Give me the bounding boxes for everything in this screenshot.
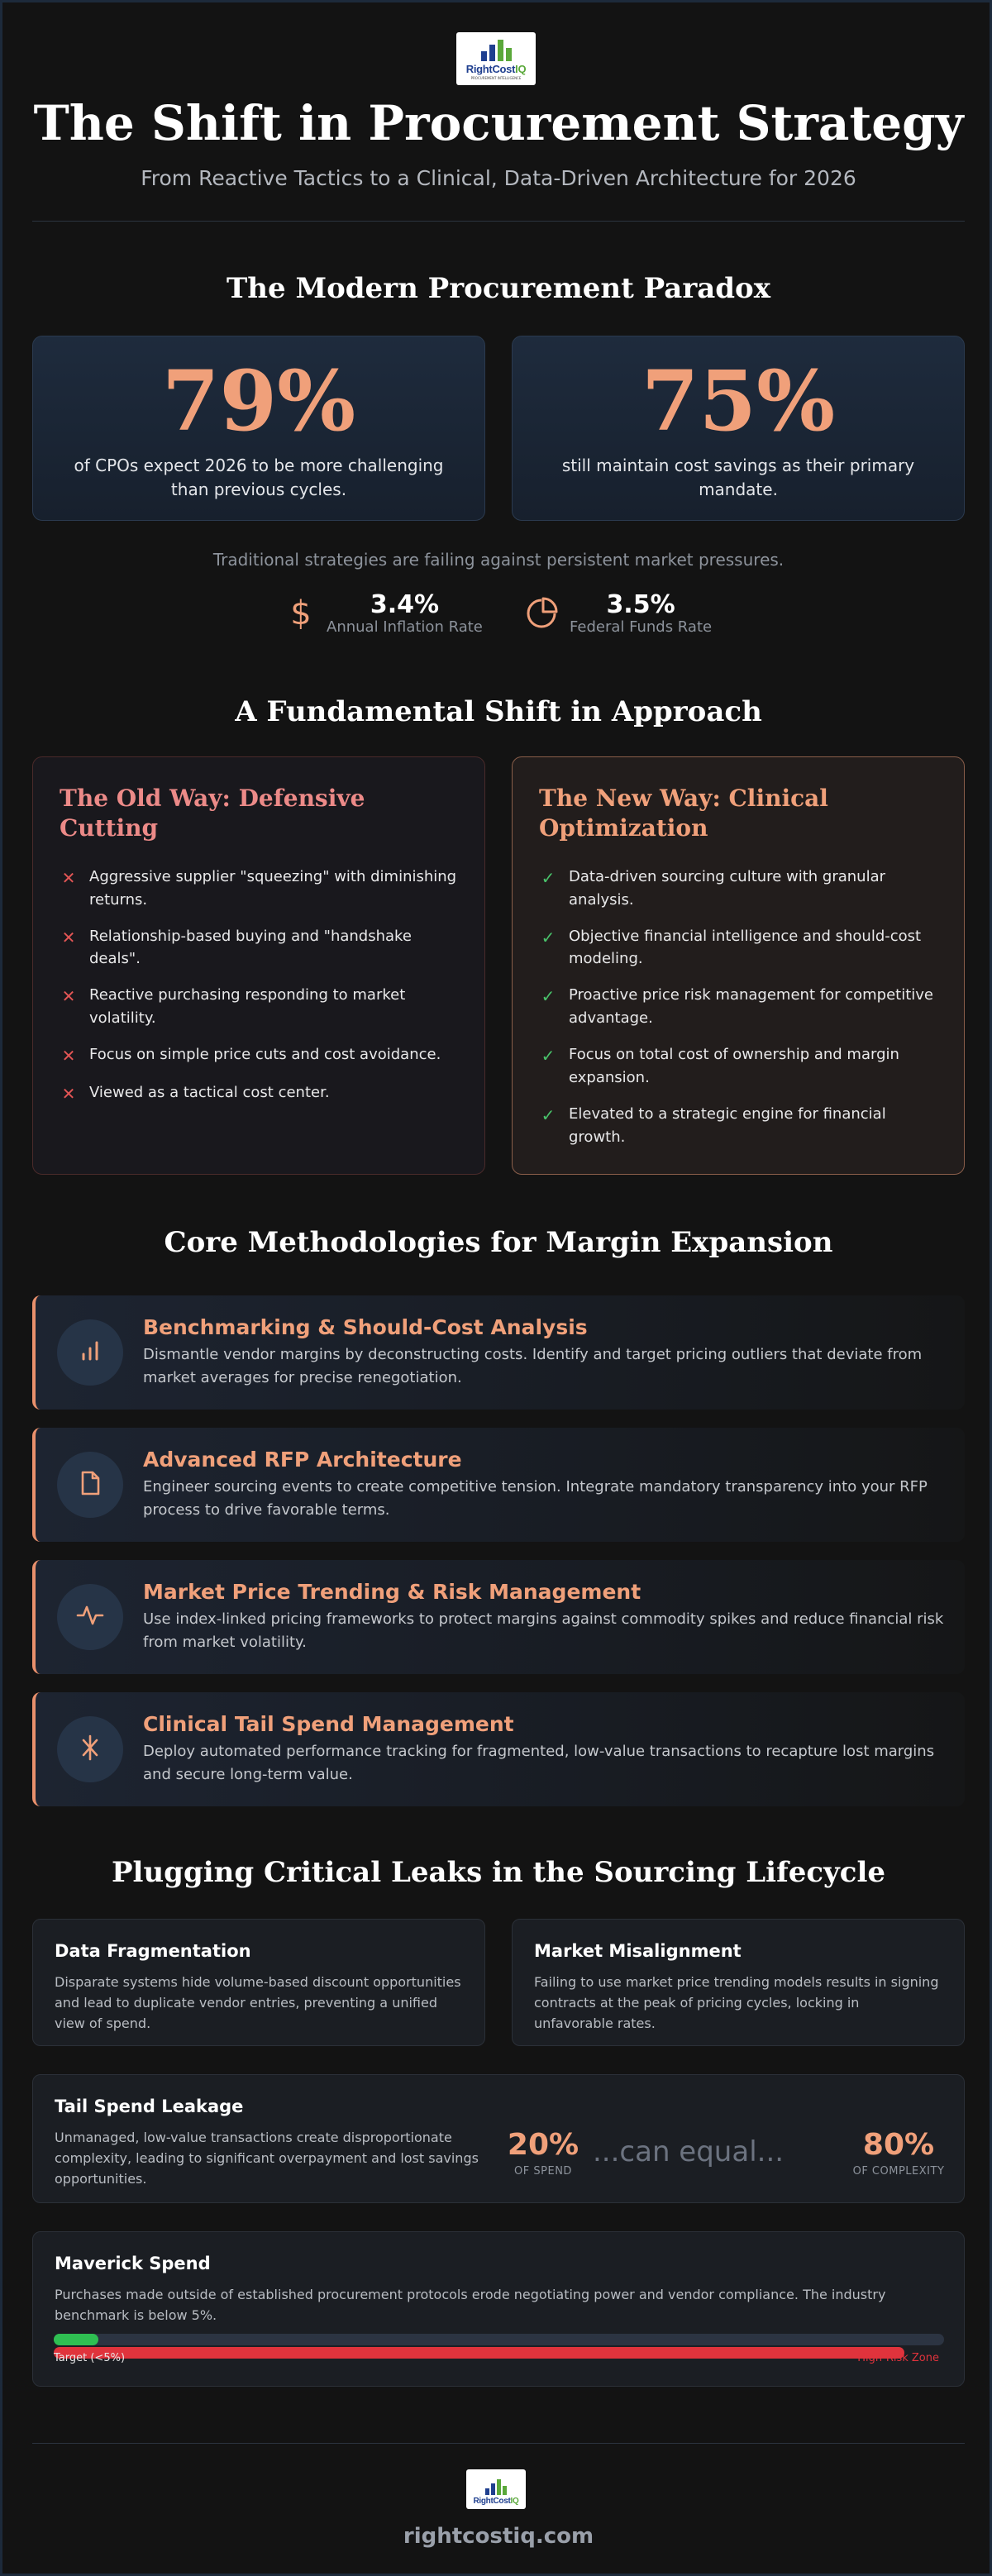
divider	[32, 221, 965, 222]
tail-complexity-value: 80%	[862, 2128, 935, 2162]
shift-heading: A Fundamental Shift in Approach	[235, 695, 762, 728]
rate-inflation	[287, 591, 483, 636]
list-item: ✓ Focus on total cost of ownership and margin expansion.	[539, 1043, 937, 1090]
list-item: ✕ Focus on simple price cuts and cost avoidance.	[60, 1043, 458, 1068]
leak-card-market-misalignment	[512, 1919, 965, 2046]
new-way-title: The New Way: Clinical Optimization	[539, 785, 828, 842]
list-item: ✕ Aggressive supplier "squeezing" with diminishing returns.	[60, 866, 458, 912]
leak-description: Failing to use market price trending models results in signing contracts at the peak of pricing cycles, locking in unfavorable rates.	[534, 1974, 939, 2031]
rate-label: Annual Inflation Rate	[327, 618, 483, 636]
footer-url[interactable]: rightcostiq.com	[403, 2524, 594, 2549]
method-title: Clinical Tail Spend Management	[143, 1712, 514, 1736]
maverick-risk-fill	[54, 2347, 904, 2359]
logo-brand: RightCostIQ	[465, 63, 527, 75]
method-price-trending	[32, 1560, 965, 1674]
check-icon: ✓	[541, 986, 556, 1007]
check-icon: ✓	[541, 1104, 556, 1125]
new-way-card	[512, 756, 965, 1175]
leak-title: Tail Spend Leakage	[55, 2097, 244, 2116]
old-way-list	[60, 866, 458, 1106]
footer-divider	[32, 2443, 965, 2444]
method-rfp-architecture	[32, 1428, 965, 1542]
old-way-title: The Old Way: Defensive Cutting	[60, 785, 365, 842]
stat-description: still maintain cost savings as their primary mandate.	[561, 456, 915, 499]
method-title: Market Price Trending & Risk Management	[143, 1580, 641, 1604]
logo-brand: RightCostIQ	[473, 2497, 519, 2506]
list-item: ✓ Elevated to a strategic engine for financial growth.	[539, 1103, 937, 1149]
tail-complexity-label: OF COMPLEXITY	[852, 2165, 945, 2178]
page-title: The Shift in Procurement Strategy	[33, 95, 964, 151]
cross-icon: ✕	[61, 867, 76, 888]
leaks-heading: Plugging Critical Leaks in the Sourcing Lifecycle	[111, 1856, 886, 1889]
asterisk-icon	[79, 1734, 101, 1765]
maverick-bar-track	[54, 2334, 944, 2345]
page-subtitle: From Reactive Tactics to a Clinical, Data-Driven Architecture for 2026	[141, 166, 856, 190]
methods-heading: Core Methodologies for Margin Expansion	[164, 1226, 833, 1259]
leak-description: Purchases made outside of established procurement protocols erode negotiating power and vendor compliance. The industry benchmark is below 5%.	[55, 2287, 886, 2323]
header-logo	[456, 32, 536, 85]
rate-value: 3.5%	[606, 590, 675, 619]
method-tail-spend	[32, 1692, 965, 1806]
old-way-card	[32, 756, 485, 1175]
method-title: Advanced RFP Architecture	[143, 1448, 462, 1472]
cross-icon: ✕	[61, 1046, 76, 1066]
maverick-target-fill	[54, 2334, 98, 2345]
list-item: ✕ Viewed as a tactical cost center.	[60, 1081, 458, 1106]
stat-value: 75%	[641, 352, 836, 450]
list-item: ✕ Relationship-based buying and "handshake deals".	[60, 925, 458, 971]
paradox-heading: The Modern Procurement Paradox	[226, 272, 771, 305]
rate-federal-funds	[525, 591, 712, 636]
leak-description: Disparate systems hide volume-based discount opportunities and lead to duplicate vendor entries, preventing a unified view of spend.	[55, 1974, 461, 2031]
new-way-list	[539, 866, 937, 1149]
logo-bars-icon	[485, 2478, 507, 2495]
pie-chart-icon	[525, 597, 558, 630]
list-item: ✕ Reactive purchasing responding to market volatility.	[60, 984, 458, 1030]
cross-icon: ✕	[61, 927, 76, 947]
tail-spend-stat	[502, 2130, 584, 2178]
rate-label: Federal Funds Rate	[570, 618, 713, 636]
leak-card-tail-spend	[32, 2074, 965, 2203]
cross-icon: ✕	[61, 1084, 76, 1104]
leak-title: Data Fragmentation	[55, 1941, 251, 1961]
list-item: ✓ Objective financial intelligence and should-cost modeling.	[539, 925, 937, 971]
pressure-note: Traditional strategies are failing against persistent market pressures.	[212, 550, 785, 570]
tail-complexity-stat	[847, 2130, 950, 2178]
leak-card-data-fragmentation	[32, 1919, 485, 2046]
check-icon: ✓	[541, 1046, 556, 1066]
leak-title: Maverick Spend	[55, 2254, 211, 2273]
stat-value: 79%	[161, 352, 356, 450]
check-icon: ✓	[541, 927, 556, 947]
dollar-icon: $	[290, 594, 312, 632]
leak-title: Market Misalignment	[534, 1941, 742, 1961]
pulse-icon	[76, 1604, 104, 1630]
tail-spend-label: OF SPEND	[514, 2165, 572, 2178]
method-title: Benchmarking & Should-Cost Analysis	[143, 1315, 588, 1339]
document-icon	[78, 1470, 103, 1500]
rate-value: 3.4%	[370, 590, 440, 619]
stat-description: of CPOs expect 2026 to be more challenging than previous cycles.	[74, 456, 444, 499]
logo-tagline: PROCUREMENT INTELLIGENCE	[470, 76, 522, 80]
risk-label: High-Risk Zone	[857, 2352, 939, 2364]
stat-card-cost-savings	[512, 336, 965, 521]
stat-card-cpo-challenge	[32, 336, 485, 521]
method-description: Use index-linked pricing frameworks to protect margins against commodity spikes and reduce financial risk from market volatility.	[143, 1610, 944, 1651]
check-icon: ✓	[541, 867, 556, 888]
method-description: Dismantle vendor margins by deconstructing costs. Identify and target pricing outliers that deviate from market averages for precise renegotiation.	[143, 1346, 923, 1386]
list-item: ✓ Data-driven sourcing culture with granular analysis.	[539, 866, 937, 912]
method-description: Engineer sourcing events to create competitive tension. Integrate mandatory transparency into your RFP process to drive favorable terms.	[143, 1478, 928, 1519]
list-item: ✓ Proactive price risk management for competitive advantage.	[539, 984, 937, 1030]
logo-bars-icon	[481, 38, 512, 61]
method-benchmarking	[32, 1295, 965, 1410]
bar-chart-icon	[79, 1339, 102, 1366]
can-equal-connector: ...can equal...	[593, 2135, 785, 2168]
cross-icon: ✕	[61, 986, 76, 1007]
leak-card-maverick-spend	[32, 2231, 965, 2387]
leak-description: Unmanaged, low-value transactions create disproportionate complexity, leading to significant overpayment and lost savings opportunities.	[55, 2130, 479, 2187]
tail-spend-value: 20%	[507, 2128, 579, 2162]
target-label: Target (<5%)	[54, 2352, 126, 2364]
method-description: Deploy automated performance tracking for fragmented, low-value transactions to recapture lost margins and secure long-term value.	[143, 1743, 935, 1783]
footer-logo	[466, 2469, 526, 2509]
